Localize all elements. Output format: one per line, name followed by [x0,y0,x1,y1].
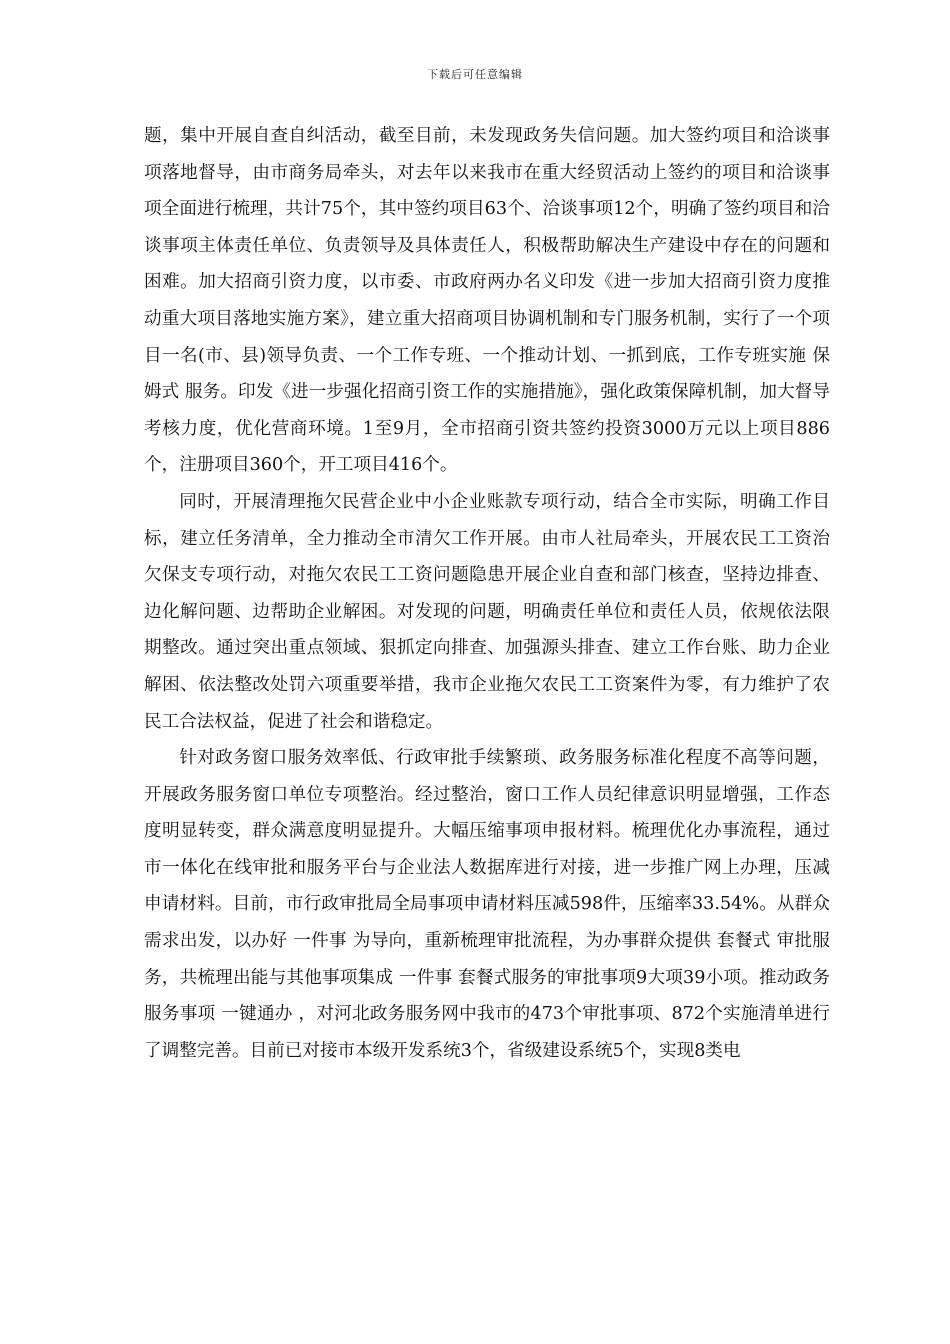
paragraph-1: 题，集中开展自查自纠活动，截至目前，未发现政务失信问题。加大签约项目和洽谈事项落地督导，由市商务局牵头，对去年以来我市在重大经贸活动上签约的项目和洽谈事项全面进行梳理，共计75个，其中签约项目63个、洽谈事项12个，明确了签约项目和洽谈事项主体责任单位、负责领导及具体责任人，积极帮助解决生产建设中存在的问题和困难。加大招商引资力度，以市委、市政府两办名义印发《进一步加大招商引资力度推动重大项目落地实施方案》，建立重大招商项目协调机制和专门服务机制，实行了一个项目一名(市、县)领导负责、一个工作专班、一个推动计划、一抓到底，工作专班实施 保姆式 服务。印发《进一步强化招商引资工作的实施措施》，强化政策保障机制，加大督导考核力度，优化营商环境。1至9月，全市招商引资共签约投资3000万元以上项目886个，注册项目360个，开工项目416个。 [144,126,830,476]
paragraph-2: 同时，开展清理拖欠民营企业中小企业账款专项行动，结合全市实际，明确工作目标，建立任务清单，全力推动全市清欠工作开展。由市人社局牵头，开展农民工工资治欠保支专项行动，对拖欠农民工工资问题隐患开展企业自查和部门核查，坚持边排查、边化解问题、边帮助企业解困。对发现的问题，明确责任单位和责任人员，依规依法限期整改。通过突出重点领域、狠抓定向排查、加强源头排查、建立工作台账、助力企业解困、依法整改处罚六项重要举措，我市企业拖欠农民工工资案件为零，有力维护了农民工合法权益，促进了社会和谐稳定。 [144,491,830,732]
page-header: 下载后可任意编辑 [427,68,523,81]
paragraph-3: 针对政务窗口服务效率低、行政审批手续繁琐、政务服务标准化程度不高等问题，开展政务服务窗口单位专项整治。经过整治，窗口工作人员纪律意识明显增强，工作态度明显转变，群众满意度明显提升。大幅压缩事项申报材料。梳理优化办事流程，通过市一体化在线审批和服务平台与企业法人数据库进行对接，进一步推广网上办理，压减申请材料。目前，市行政审批局全局事项申请材料压减598件，压缩率33.54%。从群众需求出发，以办好 一件事 为导向，重新梳理审批流程，为办事群众提供 套餐式 审批服务，共梳理出能与其他事项集成 一件事 套餐式服务的审批事项9大项39小项。推动政务服务事项 一键通办 ，对河北政务服务网中我市的473个审批事项、872个实施清单进行了调整完善。目前已对接市本级开发系统3个，省级建设系统5个，实现8类电 [144,748,830,1061]
document-body [144,118,830,1069]
